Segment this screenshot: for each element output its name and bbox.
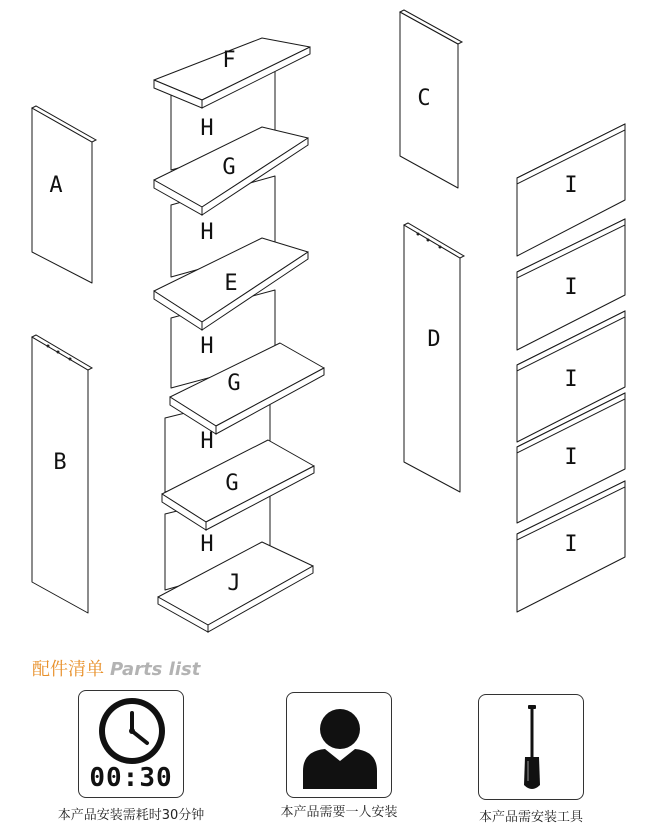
panel-i-5-label: I <box>564 532 578 557</box>
tools-caption: 本产品需安装工具 <box>478 810 583 825</box>
screwdriver-icon <box>479 695 585 801</box>
panel-g-1-label: G <box>222 155 236 180</box>
install-time-card <box>78 690 184 798</box>
parts-list-title-cn: 配件清单 <box>32 659 104 680</box>
panel-i-1-label: I <box>564 173 578 198</box>
panel-j-label: J <box>227 571 241 596</box>
panel-e-label: E <box>224 271 238 296</box>
panel-b <box>32 335 92 613</box>
panel-i-3-label: I <box>564 367 578 392</box>
panel-b-label: B <box>53 450 67 475</box>
panel-d <box>404 223 464 492</box>
parts-list-title-en: Parts list <box>110 659 201 680</box>
clock-icon <box>79 691 185 771</box>
panel-h-2-label: H <box>200 220 214 245</box>
parts-list-title <box>32 655 200 681</box>
panel-a <box>32 106 96 283</box>
panel-d-label: D <box>427 327 441 352</box>
installers-caption: 本产品需要一人安装 <box>280 805 398 820</box>
panel-h-1-label: H <box>200 116 214 141</box>
panel-c <box>400 10 462 188</box>
panel-h-5-label: H <box>200 532 214 557</box>
panel-a-label: A <box>49 173 63 198</box>
panel-h-4-label: H <box>200 429 214 454</box>
panel-h-3-label: H <box>200 334 214 359</box>
panel-g-3-label: G <box>225 471 239 496</box>
person-icon <box>287 693 393 799</box>
panel-i-4-label: I <box>564 445 578 470</box>
panel-i-2-label: I <box>564 275 578 300</box>
tools-card <box>478 694 584 800</box>
install-time-digits: 00:30 <box>89 763 173 793</box>
installers-card <box>286 692 392 798</box>
panel-f-label: F <box>222 48 236 73</box>
install-time-caption: 本产品安装需耗时30分钟 <box>57 808 205 823</box>
panel-g-2-label: G <box>227 371 241 396</box>
panel-c-label: C <box>417 86 431 111</box>
